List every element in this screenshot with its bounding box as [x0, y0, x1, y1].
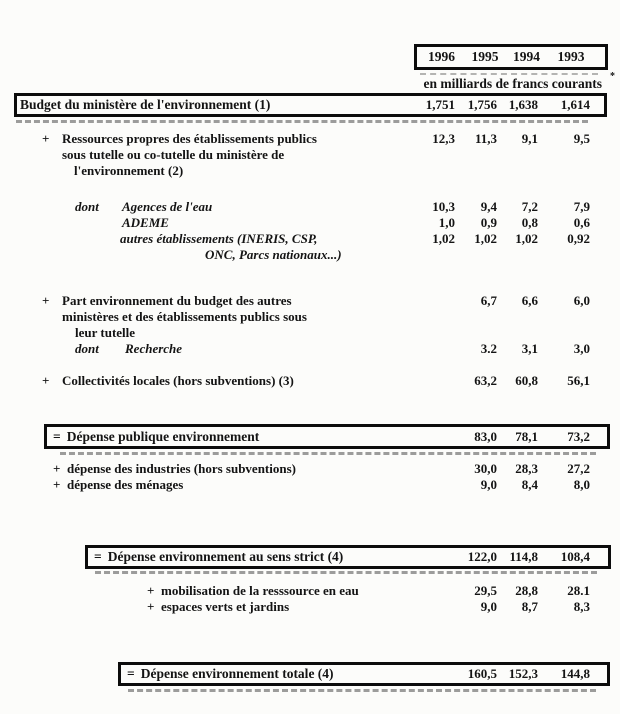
- value-cell: [407, 429, 455, 444]
- value-cell: 6,6: [521, 293, 538, 308]
- plus-sign: +: [42, 373, 50, 388]
- value-cell: 160,5: [467, 666, 497, 681]
- values-menages: [407, 477, 590, 492]
- value-cell: 10,3: [432, 199, 455, 214]
- plus-sign: +: [147, 583, 155, 598]
- footnote-mark: *: [610, 71, 615, 82]
- value-cell: 27,2: [567, 461, 590, 476]
- value-cell: 73,2: [567, 429, 590, 444]
- equals-sign: =: [127, 666, 135, 681]
- scan-artifact-line: [16, 120, 588, 123]
- value-cell: 6,0: [573, 293, 590, 308]
- value-cell: [407, 666, 455, 681]
- value-cell: 114,8: [509, 549, 538, 564]
- mobilisation-label: mobilisation de la resssource en eau: [161, 583, 359, 598]
- autres-etablissements-label: autres établissements (INERIS, CSP,: [120, 231, 318, 246]
- years-header-box: [414, 44, 608, 70]
- values-recherche: [407, 341, 590, 356]
- box-depense-publique-label: Dépense publique environnement: [66, 428, 260, 444]
- value-cell: 9,0: [480, 599, 497, 614]
- value-cell: 1,0: [438, 215, 455, 230]
- box-sens-strict-label: Dépense environnement au sens strict (4): [107, 549, 344, 564]
- value-cell: 122,0: [467, 549, 497, 564]
- value-cell: 9,4: [480, 199, 497, 214]
- value-cell: 3,0: [573, 341, 590, 356]
- ressources-line2: sous tutelle ou co-tutelle du ministère de: [62, 147, 285, 162]
- values-autres-etablissements: [407, 231, 590, 246]
- values-ademe: [407, 215, 590, 230]
- year-1996: 1996: [428, 49, 455, 64]
- values-depense-publique: [407, 429, 590, 444]
- recherche-label: Recherche: [125, 341, 183, 356]
- value-cell: 0,92: [567, 231, 590, 246]
- value-cell: 1,02: [432, 231, 455, 246]
- value-cell: 6,7: [480, 293, 497, 308]
- value-cell: 7,2: [521, 199, 538, 214]
- plus-sign: +: [42, 293, 50, 308]
- value-cell: [407, 549, 455, 564]
- dont-label: dont: [75, 199, 99, 214]
- value-cell: 1,614: [560, 97, 590, 112]
- value-cell: 1,02: [515, 231, 538, 246]
- value-cell: 108,4: [560, 549, 590, 564]
- plus-sign: +: [53, 477, 61, 492]
- equals-sign: =: [53, 428, 61, 444]
- equals-sign: =: [94, 549, 102, 564]
- value-cell: 60,8: [515, 373, 538, 388]
- scan-artifact-line: [95, 571, 597, 574]
- value-cell: [407, 461, 455, 476]
- value-cell: 78,1: [515, 429, 538, 444]
- values-sens-strict: [407, 549, 590, 564]
- value-cell: 8,4: [521, 477, 538, 492]
- value-cell: 152,3: [508, 666, 538, 681]
- value-cell: 1,638: [508, 97, 538, 112]
- value-cell: 11,3: [474, 131, 497, 146]
- value-cell: 9,5: [573, 131, 590, 146]
- plus-sign: +: [42, 131, 50, 146]
- value-cell: 83,0: [474, 429, 497, 444]
- value-cell: 28.1: [567, 583, 590, 598]
- dont-label: dont: [75, 341, 99, 356]
- values-mobilisation: [407, 583, 590, 598]
- agences-label: Agences de l'eau: [122, 199, 213, 214]
- part-env-line3: leur tutelle: [75, 325, 136, 340]
- industries-label: dépense des industries (hors subventions): [67, 461, 296, 476]
- plus-sign: +: [53, 461, 61, 476]
- value-cell: 7,9: [573, 199, 590, 214]
- value-cell: 63,2: [474, 373, 497, 388]
- value-cell: [407, 583, 455, 598]
- values-collectivites: [407, 373, 590, 388]
- value-cell: 28,8: [515, 583, 538, 598]
- value-cell: 29,5: [474, 583, 497, 598]
- part-env-line1: Part environnement du budget des autres: [62, 293, 292, 308]
- year-1994: 1994: [513, 49, 540, 64]
- value-cell: [407, 373, 455, 388]
- value-cell: 1,02: [474, 231, 497, 246]
- plus-sign: +: [147, 599, 155, 614]
- value-cell: 30,0: [474, 461, 497, 476]
- menages-label: dépense des ménages: [67, 477, 184, 492]
- value-cell: 1,756: [467, 97, 497, 112]
- value-cell: [407, 477, 455, 492]
- values-ressources: [407, 131, 590, 146]
- values-part-env: [407, 293, 590, 308]
- value-cell: [407, 293, 455, 308]
- year-1995: 1995: [471, 49, 499, 64]
- value-cell: 8,3: [573, 599, 590, 614]
- value-cell: 12,3: [432, 131, 455, 146]
- values-depense-totale: [407, 666, 590, 681]
- value-cell: [407, 341, 455, 356]
- values-budget: [407, 97, 590, 112]
- value-cell: 0,9: [480, 215, 497, 230]
- value-cell: 1,751: [425, 97, 455, 112]
- scan-artifact-line: [128, 689, 596, 692]
- value-cell: [407, 599, 455, 614]
- box-depense-totale-label: Dépense environnement totale (4): [140, 666, 334, 681]
- box-budget-label: Budget du ministère de l'environnement (1): [20, 97, 271, 112]
- value-cell: 56,1: [567, 373, 590, 388]
- unit-label: en milliards de francs courants: [423, 76, 602, 91]
- value-cell: 0,8: [521, 215, 538, 230]
- values-industries: [407, 461, 590, 476]
- value-cell: 144,8: [560, 666, 590, 681]
- autres-etablissements-suite: ONC, Parcs nationaux...): [205, 247, 342, 262]
- scan-artifact-line: [60, 452, 596, 455]
- part-env-line2: ministères et des établissements publics sous: [62, 309, 307, 324]
- value-cell: 9,0: [480, 477, 497, 492]
- value-cell: 8,0: [573, 477, 590, 492]
- value-cell: 3.2: [480, 341, 497, 356]
- scan-artifact-line: [420, 73, 598, 75]
- value-cell: 0,6: [573, 215, 590, 230]
- values-espaces-verts: [407, 599, 590, 614]
- ressources-line3: l'environnement (2): [74, 163, 184, 178]
- value-cell: 28,3: [515, 461, 538, 476]
- year-1993: 1993: [557, 49, 585, 64]
- ressources-line1: Ressources propres des établissements publics: [62, 131, 317, 146]
- ademe-label: ADEME: [122, 215, 169, 230]
- value-cell: 3,1: [521, 341, 538, 356]
- value-cell: 9,1: [521, 131, 538, 146]
- values-agences: [407, 199, 590, 214]
- espaces-verts-label: espaces verts et jardins: [161, 599, 290, 614]
- value-cell: 8,7: [521, 599, 538, 614]
- collectivites-label: Collectivités locales (hors subventions) (3): [62, 373, 294, 388]
